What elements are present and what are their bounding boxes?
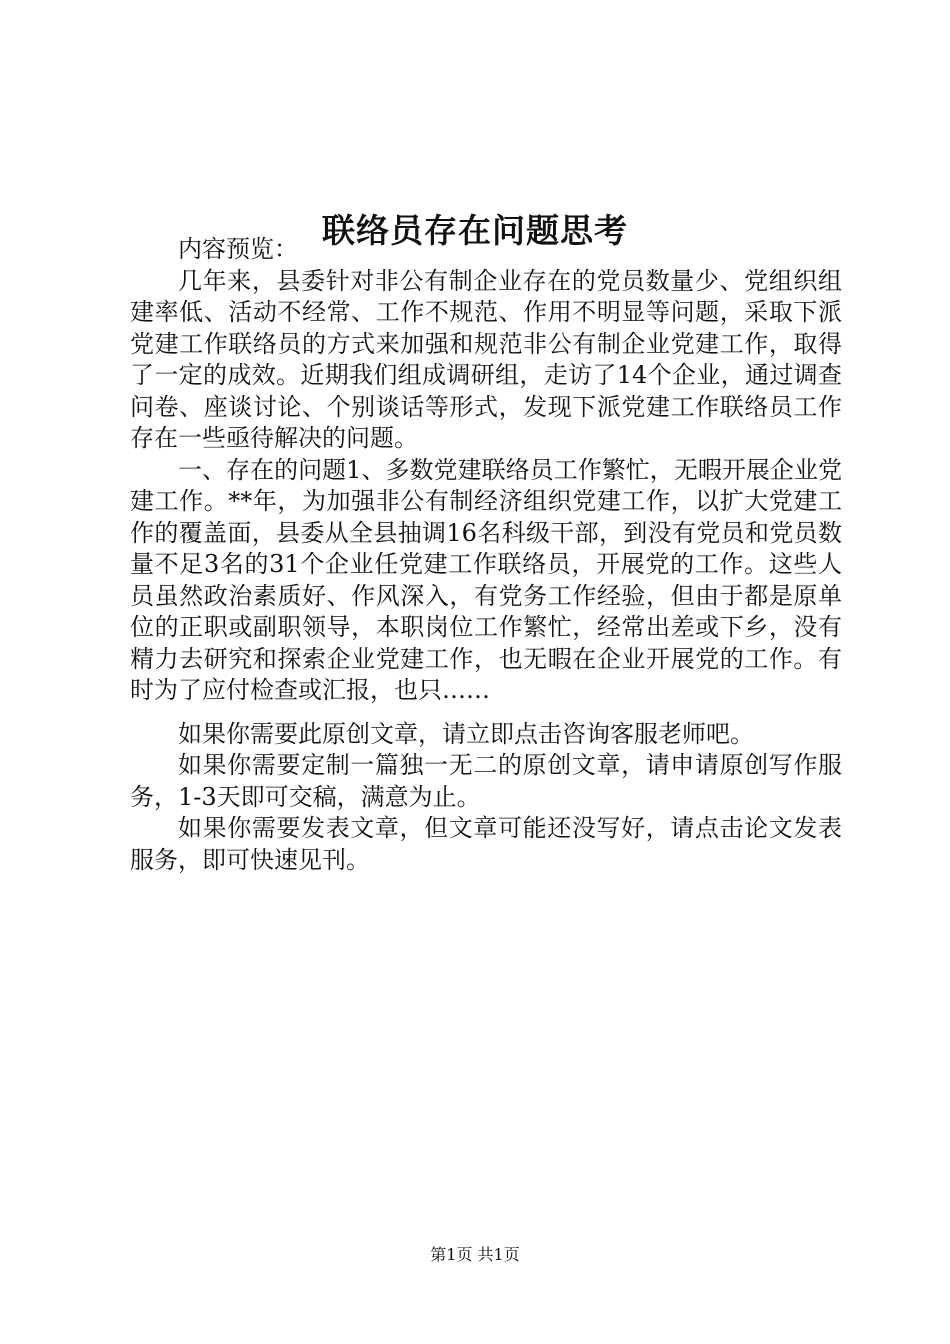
notice-custom-writing: 如果你需要定制一篇独一无二的原创文章，请申请原创写作服务，1-3天即可交稿，满意为止。	[130, 751, 842, 811]
notice-consult: 如果你需要此原创文章，请立即点击咨询客服老师吧。	[178, 719, 754, 748]
notice-publish: 如果你需要发表文章，但文章可能还没写好，请点击论文发表服务，即可快速见刊。	[130, 814, 842, 874]
paragraph-intro: 几年来，县委针对非公有制企业存在的党员数量少、党组织组建率低、活动不经常、工作不规范、作用不明显等问题，采取下派党建工作联络员的方式来加强和规范非公有制企业党建工作，取得了一定的成效。近期我们组成调研组，走访了14个企业，通过调查问卷、座谈讨论、个别谈话等形式，发现下派党建工作联络员工作存在一些亟待解决的问题。	[130, 266, 842, 452]
page-number: 第1页 共1页	[430, 1245, 520, 1264]
document-body	[130, 234, 842, 876]
document-title: 联络员存在问题思考	[322, 211, 628, 251]
paragraph-problems: 一、存在的问题1、多数党建联络员工作繁忙，无暇开展企业党建工作。**年，为加强非公有制经济组织党建工作，以扩大党建工作的覆盖面，县委从全县抽调16名科级干部，到没有党员和党员数量不足3名的31个企业任党建工作联络员，开展党的工作。这些人员虽然政治素质好、作风深入，有党务工作经验，但由于都是原单位的正职或副职领导，本职岗位工作繁忙，经常出差或下乡，没有精力去研究和探索企业党建工作，也无暇在企业开展党的工作。有时为了应付检查或汇报，也只……	[130, 455, 842, 704]
preview-label: 内容预览：	[178, 235, 298, 263]
